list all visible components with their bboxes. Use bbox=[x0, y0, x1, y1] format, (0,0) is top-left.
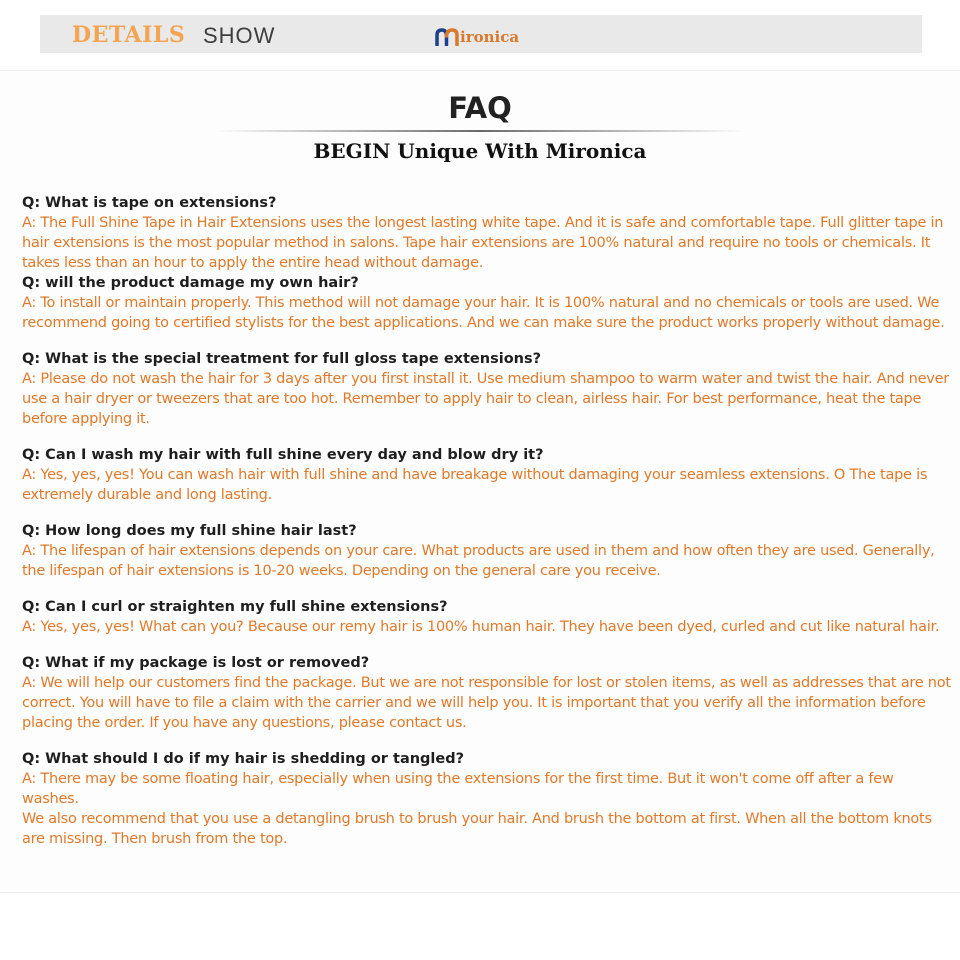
faq-question: Q: What is tape on extensions? bbox=[22, 195, 277, 211]
brand-name: ironica bbox=[460, 28, 520, 46]
faq-question: Q: What is the special treatment for full gloss tape extensions? bbox=[22, 351, 542, 367]
faq-spacer bbox=[22, 637, 952, 653]
faq-spacer bbox=[22, 581, 952, 597]
faq-answer: A: The lifespan of hair extensions depends on your care. What products are used in them and how often they are used. Generally, the lifespan of hair extensions is 10-20 weeks. Depending on the general care you receive. bbox=[22, 543, 935, 579]
show-label: SHOW bbox=[203, 23, 276, 48]
faq-answer: A: Yes, yes, yes! You can wash hair with full shine and have breakage without damaging your seamless extensions. O The tape is extremely durable and long lasting. bbox=[22, 467, 928, 503]
faq-question: Q: Can I curl or straighten my full shine extensions? bbox=[22, 599, 448, 615]
faq-answer: A: There may be some floating hair, especially when using the extensions for the first time. But it won't come off after a few washes. bbox=[22, 771, 894, 807]
faq-item bbox=[22, 349, 952, 429]
faq-spacer bbox=[22, 505, 952, 521]
faq-item bbox=[22, 193, 952, 273]
faq-subtitle: BEGIN Unique With Mironica bbox=[313, 139, 647, 163]
mironica-m-logo-icon bbox=[435, 28, 461, 46]
bottom-band bbox=[0, 893, 960, 960]
faq-answer: A: We will help our customers find the package. But we are not responsible for lost or stolen items, as well as addresses that are not correct. You will have to file a claim with the carrier and we will help you. It is important that you verify all the information before placing the order. If you have any questions, please contact us. bbox=[22, 675, 951, 731]
faq-item bbox=[22, 521, 952, 581]
faq-question: Q: How long does my full shine hair last? bbox=[22, 523, 357, 539]
faq-question: Q: What should I do if my hair is shedding or tangled? bbox=[22, 751, 465, 767]
faq-item bbox=[22, 273, 952, 333]
faq-answer: A: The Full Shine Tape in Hair Extensions uses the longest lasting white tape. And it is safe and comfortable tape. Full glitter tape in hair extensions is the most popular method in salons. Tape hair extensions are 100% natural and require no tools or chemicals. It takes less than an hour to apply the entire head without damage. bbox=[22, 215, 944, 271]
faq-question: Q: Can I wash my hair with full shine every day and blow dry it? bbox=[22, 447, 544, 463]
title-divider bbox=[215, 130, 745, 132]
faq-answer: A: Please do not wash the hair for 3 days after you first install it. Use medium shampoo to warm water and twist the hair. And never use a hair dryer or tweezers that are too hot. Remember to apply hair to clean, airless hair. For best performance, heat the tape before applying it. bbox=[22, 371, 949, 427]
details-label: DETAILS bbox=[72, 22, 186, 48]
brand-logo bbox=[435, 24, 519, 46]
faq-answer: We also recommend that you use a detangling brush to brush your hair. And brush the bottom at first. When all the bottom knots are missing. Then brush from the top. bbox=[22, 811, 932, 847]
faq-item bbox=[22, 597, 952, 637]
faq-spacer bbox=[22, 429, 952, 445]
faq-spacer bbox=[22, 333, 952, 349]
faq-question: Q: What if my package is lost or removed? bbox=[22, 655, 370, 671]
faq-answer: A: To install or maintain properly. This method will not damage your hair. It is 100% natural and no chemicals or tools are used. We recommend going to certified stylists for the best applications. And we can make sure the product works properly without damage. bbox=[22, 295, 945, 331]
faq-title: FAQ bbox=[448, 91, 512, 125]
faq-item bbox=[22, 749, 952, 849]
faq-item bbox=[22, 445, 952, 505]
faq-list bbox=[22, 193, 952, 849]
faq-item bbox=[22, 653, 952, 733]
faq-spacer bbox=[22, 733, 952, 749]
faq-question: Q: will the product damage my own hair? bbox=[22, 275, 359, 291]
faq-answer: A: Yes, yes, yes! What can you? Because our remy hair is 100% human hair. They have been dyed, curled and cut like natural hair. bbox=[22, 619, 940, 635]
